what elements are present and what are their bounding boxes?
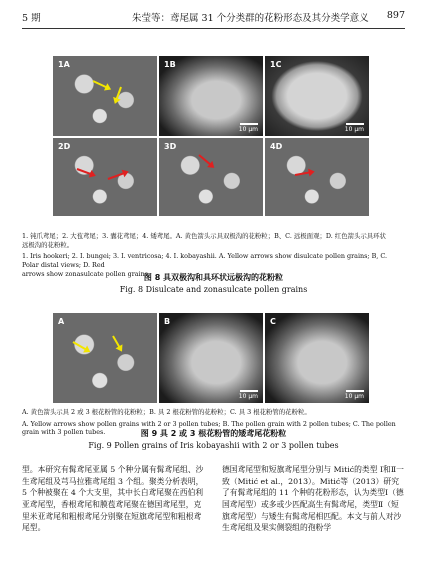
panel-label: 1B xyxy=(164,60,176,69)
caption-en-line: arrows show zonasulcate pollen grains. xyxy=(22,269,151,278)
caption-zh-line: 1. 钝爪鸢尾；2. 大苞鸢尾；3. 囊花鸢尾；4. 矮鸢尾。A. 黄色箭头示具双极沟的花粉粒；B、C. 远极面观；D. 红色箭头示具环状 xyxy=(22,232,386,240)
micrograph-2d xyxy=(53,138,157,216)
micrograph-1c xyxy=(265,56,369,136)
panel-label: 1A xyxy=(58,60,70,69)
micrograph-9c xyxy=(265,313,369,403)
panel-label: C xyxy=(270,317,276,326)
yellow-arrow xyxy=(112,336,122,351)
yellow-arrow xyxy=(73,341,90,352)
red-arrow xyxy=(295,171,313,176)
micrograph-1b xyxy=(159,56,263,136)
micrograph-9a xyxy=(53,313,157,403)
caption-zh-line: A. 黄色箭头示具 2 或 3 根花粉管的花粉粒；B. 具 2 根花粉管的花粉粒；C. 具 3 根花粉管的花粉粒。 xyxy=(22,408,311,416)
micrograph-4d xyxy=(265,138,369,216)
figure-9-title-en: Fig. 9 Pollen grains of Iris kobayashii with 2 or 3 pollen tubes xyxy=(88,441,339,450)
panel-label: 2D xyxy=(58,142,71,151)
red-arrow xyxy=(108,171,127,180)
micrograph-9b xyxy=(159,313,263,403)
yellow-arrow xyxy=(115,87,122,103)
panel-label: A xyxy=(58,317,65,326)
scale-bar: 10 μm xyxy=(239,390,258,400)
caption-zh-line: 远极沟的花粉粒。 xyxy=(22,240,74,249)
body-text-left-column: 型。本研究有髯鸢尾亚属 5 个种分属有髯鸢尾组、沙生鸢尾组及芎马拉雅鸢尾组 3 个组。聚类分析表明，5 个种被聚在 4 个大支里，其中长白鸢尾聚在西伯利亚鸢尾型，香根鸢尾和膜苞鸢尾聚在德国鸢尾型，克里米亚鸢尾和粗根鸢尾分别聚在短旗鸢尾型和粗根鸢尾型。 xyxy=(22,465,204,533)
issue-number: 5 期 xyxy=(22,13,41,24)
scale-bar: 10 μm xyxy=(239,123,258,133)
red-arrow xyxy=(198,154,213,167)
micrograph-3d xyxy=(159,138,263,216)
caption-en-line: 1. Iris hookeri; 2. I. bungei; 3. I. ventricosa; 4. I. kobayashii. A. Yellow arrows show disulcate pollen grains; B, C. Polar distal views; D. Red xyxy=(22,252,388,269)
caption-en-line: A. Yellow arrows show pollen grains with 2 or 3 pollen tubes; B. The pollen grain with 2 pollen tubes; C. The pollen grain with 3 pollen tubes. xyxy=(22,419,396,437)
panel-label: 1C xyxy=(270,60,282,69)
figure-9-title-zh: 图 9 具 2 或 3 根花粉管的矮鸢尾花粉粒 xyxy=(140,429,287,438)
yellow-arrow xyxy=(93,80,110,89)
scale-bar: 10 μm xyxy=(345,390,364,400)
scale-bar: 10 μm xyxy=(345,123,364,133)
page-number: 897 xyxy=(386,10,405,21)
panel-label: B xyxy=(164,317,171,326)
body-text-right-column: 德国鸢尾型和短旗鸢尾型分别与 Mitić的类型 Ⅰ和Ⅱ一致（Mitić et al.，2013）。Mitić等（2013）研究了有髯鸢尾组的 11 个种的花粉形态，认为类型Ⅰ（德国鸢尾型）或多或少匹配高生有髯鸢尾，类型Ⅱ（短旗鸢尾型）与矮生有髯鸢尾相匹配。本文与前人对沙生鸢尾组及果实侧裂组的孢粉学 xyxy=(222,465,404,533)
article-title: 朱莹等：鸢尾属 31 个分类群的花粉形态及其分类学意义 xyxy=(132,13,369,24)
figure-8-title-en: Fig. 8 Disulcate and zonasulcate pollen grains xyxy=(119,285,308,294)
figure-8-title-zh: 图 8 具双极沟和具环状远极沟的花粉粒 xyxy=(143,273,284,282)
red-arrow xyxy=(77,168,95,176)
micrograph-1a xyxy=(53,56,157,136)
running-header xyxy=(22,8,405,29)
panel-label: 4D xyxy=(270,142,283,151)
panel-label: 3D xyxy=(164,142,177,151)
